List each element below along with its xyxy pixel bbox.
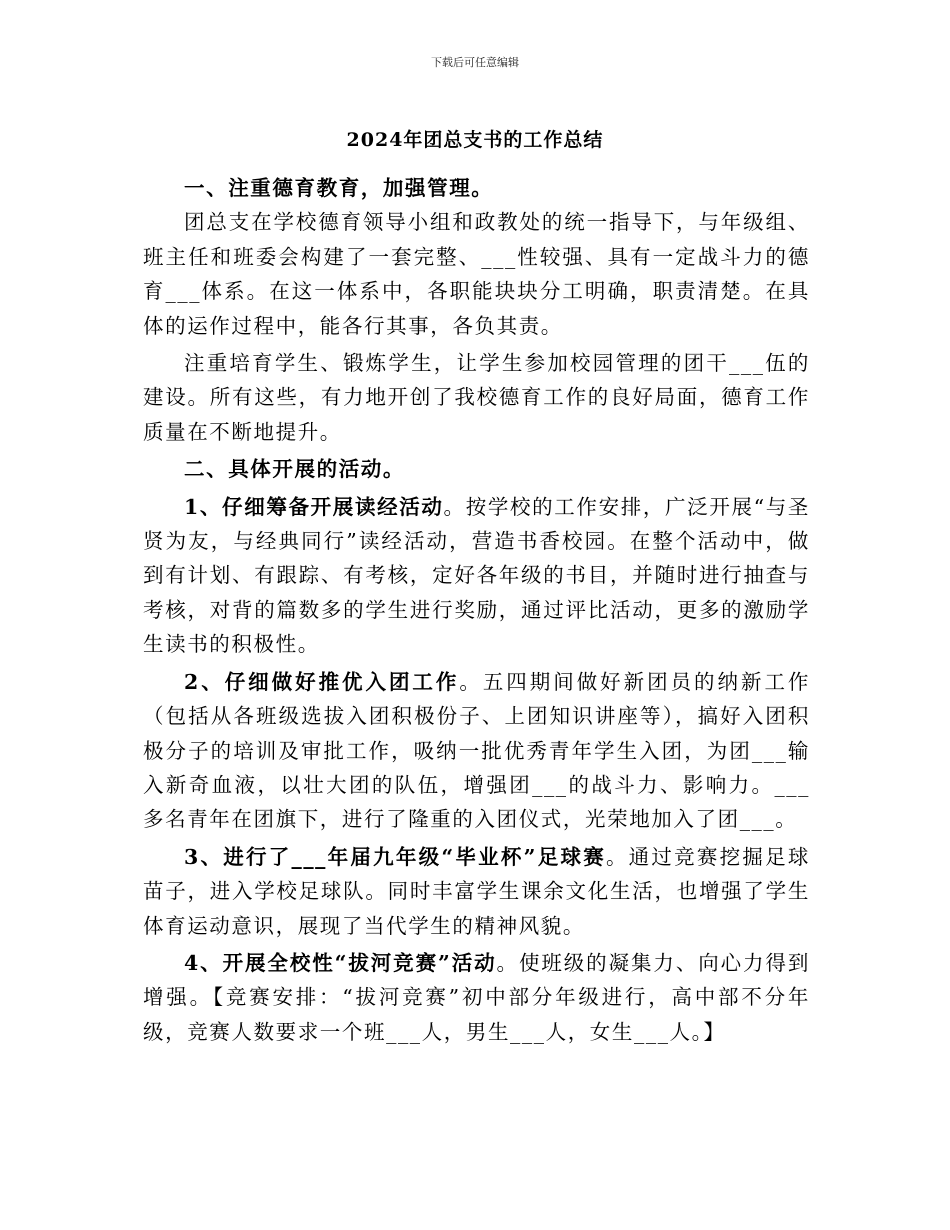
paragraph: 团总支在学校德育领导小组和政教处的统一指导下，与年级组、班主任和班委会构建了一套完整、___性较强、具有一定战斗力的德育___体系。在这一体系中，各职能块块分工明确，职责清楚。在具体的运作过程中，能各行其事，各负其责。	[143, 210, 810, 338]
document-title: 2024年团总支书的工作总结	[346, 129, 604, 151]
item-text: 。五四期间做好新团员的纳新工作（包括从各班级选拔入团积极份子、上团知识讲座等），搞好入团积极分子的培训及审批工作，吸纳一批优秀青年学生入团，为团___输入新奇血液，以壮大团的队伍，增强团___的战斗力、影响力。___多名青年在团旗下，进行了隆重的入团仪式，光荣地加入了团___。	[143, 669, 811, 832]
list-item	[143, 490, 810, 662]
section-heading-2: 二、具体开展的活动。	[184, 457, 405, 482]
item-text: 。按学校的工作安排，广泛开展“与圣贤为友，与经典同行”读经活动，营造书香校园。在整个活动中，做到有计划、有跟踪、有考核，定好各年级的书目，并随时进行抽查与考核，对背的篇数多的学生进行奖励，通过评比活动，更多的激励学生读书的积极性。	[143, 494, 810, 657]
list-item	[143, 840, 810, 943]
item-title: 1、仔细筹备开展读经活动	[184, 494, 444, 519]
document-body	[143, 171, 810, 1049]
item-title: 2、仔细做好推优入团工作	[184, 669, 460, 694]
section-heading-1: 一、注重德育教育，加强管理。	[184, 176, 494, 200]
paragraph: 注重培育学生、锻炼学生，让学生参加校园管理的团干___伍的建设。所有这些，有力地开创了我校德育工作的良好局面，德育工作质量在不断地提升。	[143, 351, 810, 444]
item-title: 4、开展全校性“拔河竞赛”活动	[184, 950, 497, 975]
item-title: 3、进行了___年届九年级“毕业杯”足球赛	[184, 844, 606, 869]
list-item	[143, 946, 810, 1049]
list-item	[143, 665, 810, 837]
item-text: 。通过竞赛挖掘足球苗子，进入学校足球队。同时丰富学生课余文化生活，也增强了学生体育运动意识，展现了当代学生的精神风貌。	[143, 844, 810, 938]
page-header: 下载后可任意编辑	[431, 56, 519, 69]
item-text: 。使班级的凝集力、向心力得到增强。【竞赛安排：“拔河竞赛”初中部分年级进行，高中部不分年级，竞赛人数要求一个班___人，男生___人，女生___人。】	[143, 950, 810, 1044]
